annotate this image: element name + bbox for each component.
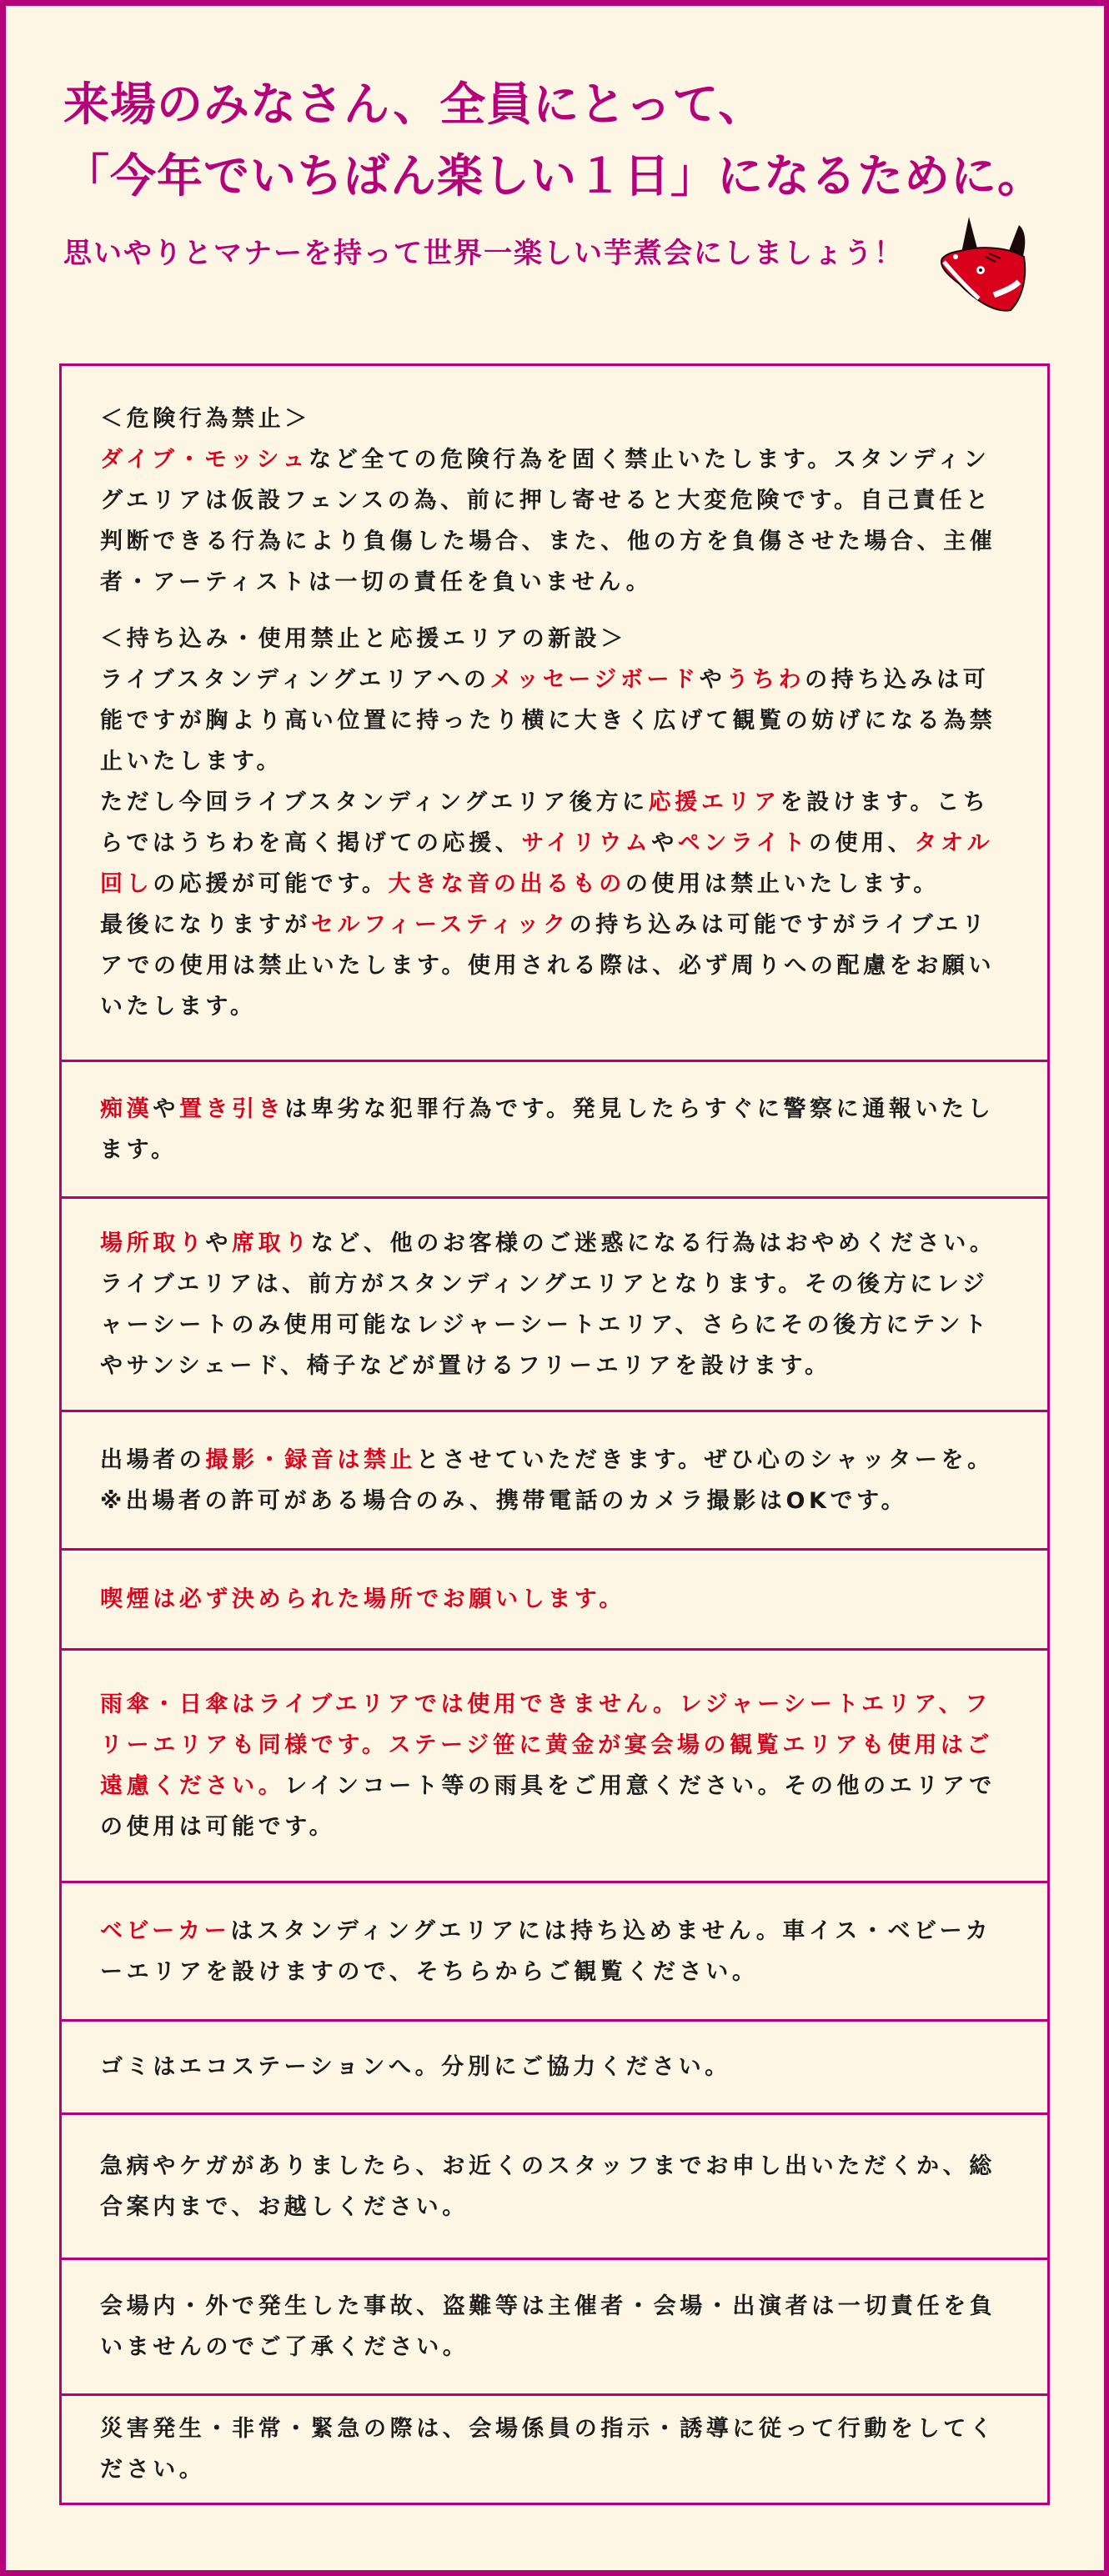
rule-text: とさせていただきます。ぜひ心のシャッターを。: [416, 1446, 994, 1473]
rule-paragraph: [100, 2047, 1011, 2087]
rule-text: 急病やケガがありましたら、お近くのスタッフまでお申し出いただくか、総合案内まで、お越しください。: [100, 2153, 996, 2220]
rule-paragraph: [100, 1481, 1011, 1521]
page-subtitle: 思いやりとマナーを持って世界一楽しい芋煮会にしましょう！: [63, 237, 904, 270]
rule-text: ＜危険行為禁止＞: [100, 406, 311, 432]
rule-paragraph: [100, 1911, 1011, 1992]
rule-section: [62, 2393, 1047, 2503]
rule-text: を設けます。こちらではうちわを高く掲げての応援、: [100, 789, 990, 856]
highlighted-text: 席取り: [232, 1230, 311, 1256]
highlighted-text: ペンライト: [677, 830, 809, 856]
title-line-1: 来場のみなさん、全員にとって、: [63, 78, 765, 131]
highlighted-text: 応援エリア: [648, 789, 780, 815]
rule-section: [62, 2019, 1047, 2112]
rule-text: や: [153, 1095, 179, 1122]
rule-section: [62, 2258, 1047, 2393]
highlighted-text: 痴漢: [100, 1095, 153, 1122]
rule-paragraph: [100, 1089, 1011, 1170]
rule-section: [62, 1060, 1047, 1196]
rule-text: ライブスタンディングエリアへの: [100, 667, 490, 693]
rule-text: 出場者の: [100, 1446, 206, 1473]
rule-section: [62, 1410, 1047, 1548]
rules-box: [59, 363, 1050, 2505]
rule-paragraph: [100, 1440, 1011, 1481]
rule-text: の持ち込みは可能ですが胸より高い位置に持ったり横に大きく広げて観覧の妨げになる為禁止いたします。: [100, 667, 996, 774]
rule-text: の使用、: [809, 830, 915, 856]
rule-paragraph: [100, 2408, 1011, 2490]
highlighted-text: 喫煙は必ず決められた場所でお願いします。: [100, 1586, 625, 1612]
rule-paragraph: [100, 2146, 1011, 2228]
highlighted-text: うちわ: [725, 667, 805, 693]
rule-text: など、他のお客様のご迷惑になる行為はおやめください。: [310, 1230, 996, 1256]
title-line-2: 「今年でいちばん楽しい１日」になるために。: [63, 149, 1045, 203]
highlighted-text: セルフィースティック: [310, 912, 570, 938]
rule-text: 会場内・外で発生した事故、盗難等は主催者・会場・出演者は一切責任を負いませんのでご了承ください。: [100, 2293, 996, 2360]
rule-text: や: [699, 667, 726, 693]
highlighted-text: 置き引き: [178, 1095, 285, 1122]
highlighted-text: タオル回し: [100, 830, 994, 897]
highlighted-text: 大きな音の出るもの: [388, 871, 625, 897]
rule-paragraph: [100, 2286, 1011, 2368]
rule-paragraph: [100, 905, 1011, 1027]
rule-text: の使用は禁止いたします。: [625, 871, 940, 897]
rule-text: ゴミはエコステーションへ。分別にご協力ください。: [100, 2054, 731, 2080]
rule-text: レインコート等の雨具をご用意ください。その他のエリアでの使用は可能です。: [100, 1773, 996, 1840]
highlighted-text: 場所取り: [100, 1230, 206, 1256]
rule-paragraph: [100, 398, 1011, 439]
rule-text: ＜持ち込み・使用禁止と応援エリアの新設＞: [100, 626, 627, 652]
rule-paragraph: [100, 1684, 1011, 1847]
akabeko-icon: [936, 215, 1036, 313]
rule-text: の応援が可能です。: [153, 871, 389, 897]
highlighted-text: ベビーカー: [100, 1917, 231, 1944]
rule-paragraph: [100, 619, 1011, 659]
rule-text: や: [651, 830, 678, 856]
rule-text: 最後になりますが: [100, 912, 311, 938]
rule-text: ライブエリアは、前方がスタンディングエリアとなります。その後方にレジャーシートのみ使用可能なレジャーシートエリア、さらにその後方にテントやサンシェード、椅子などが置けるフリーエリアを設けます。: [100, 1270, 991, 1379]
rule-paragraph: [100, 782, 1011, 905]
highlighted-text: メッセージボード: [489, 667, 700, 693]
rule-text: は卑劣な犯罪行為です。発見したらすぐに警察に通報いたします。: [100, 1095, 995, 1163]
rule-paragraph: [100, 1223, 1011, 1264]
rule-section: [62, 1881, 1047, 2019]
highlighted-text: ダイブ・モッシュ: [100, 447, 309, 473]
rule-paragraph: [100, 1264, 1011, 1386]
highlighted-text: 雨傘・日傘はライブエリアでは使用できません。レジャーシートエリア、フリーエリアも同様です。ステージ笹に黄金が宴会場の観覧エリアも使用はご遠慮ください。: [100, 1691, 994, 1799]
rule-paragraph: [100, 659, 1011, 782]
rule-section: [62, 2112, 1047, 2258]
rule-paragraph: [100, 439, 1011, 603]
rule-section: [62, 1196, 1047, 1410]
rule-paragraph: [100, 1579, 1011, 1620]
rule-text: 災害発生・非常・緊急の際は、会場係員の指示・誘導に従って行動をしてください。: [100, 2416, 996, 2483]
rule-text: など全ての危険行為を固く禁止いたします。スタンディングエリアは仮設フェンスの為、前に押し寄せると大変危険です。自己責任と判断できる行為により負傷した場合、また、他の方を負傷させた場合、主催者・アーティストは一切の責任を負いません。: [100, 447, 996, 595]
rule-section: [62, 1548, 1047, 1648]
rule-text: や: [205, 1230, 233, 1256]
highlighted-text: 撮影・録音は禁止: [205, 1446, 417, 1473]
rule-section: [62, 1648, 1047, 1881]
page-title: [63, 68, 1044, 212]
rule-section: [62, 366, 1047, 1060]
rule-text: の持ち込みは可能ですがライブエリアでの使用は禁止いたします。使用される際は、必ず周りへの配慮をお願いいたします。: [100, 912, 996, 1020]
rule-text: ※出場者の許可がある場合のみ、携帯電話のカメラ撮影はOKです。: [100, 1487, 908, 1514]
highlighted-text: サイリウム: [521, 830, 652, 856]
rule-text: はスタンディングエリアには持ち込めません。車イス・ベビーカーエリアを設けますので、そちらからご観覧ください。: [100, 1917, 992, 1985]
rule-text: ただし今回ライブスタンディングエリア後方に: [100, 789, 649, 815]
